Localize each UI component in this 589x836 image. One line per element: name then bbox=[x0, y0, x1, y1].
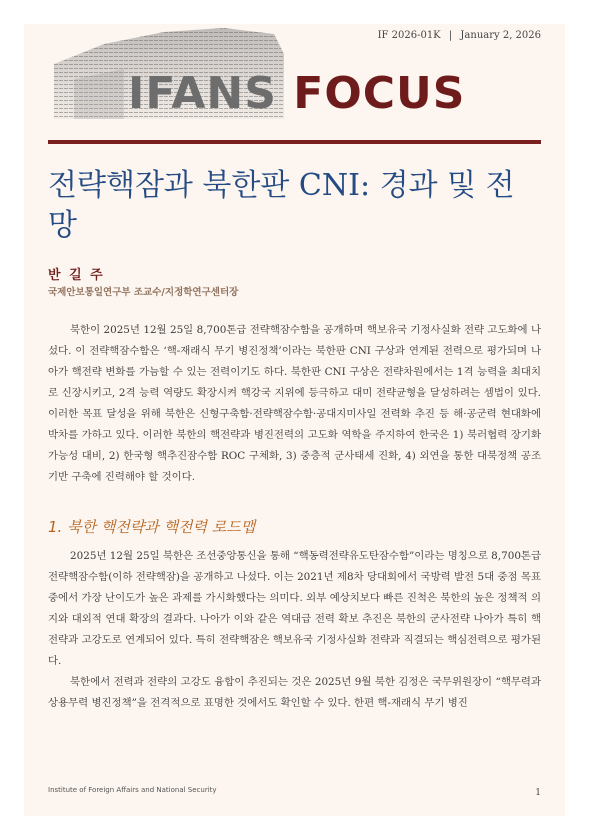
header-divider bbox=[48, 140, 541, 144]
document-meta bbox=[378, 30, 541, 41]
doc-date: January 2, 2026 bbox=[460, 30, 541, 41]
section-title: 북한 핵전략과 핵전력 로드맵 bbox=[67, 518, 256, 536]
section-body bbox=[48, 546, 541, 714]
meta-separator: | bbox=[448, 30, 453, 41]
author-name: 반 길 주 bbox=[48, 268, 105, 283]
document-title: 전략핵잠과 북한판 CNI: 경과 및 전망 bbox=[48, 168, 515, 243]
doc-id: IF 2026-01K bbox=[377, 30, 441, 41]
section-heading bbox=[48, 516, 255, 537]
ifans-focus-logo bbox=[128, 68, 465, 119]
body-paragraph: 2025년 12월 25일 북한은 조선중앙통신을 통해 “핵동력전략유도탄잠수함”이라는 명칭으로 8,700톤급 전략핵잠수함(이하 전략핵잠)을 공개하고 나섰다. 이는 2021년 제8차 당대회에서 국방력 발전 5대 중점 목표 중에서 가장 난이도가 높은 과제를 가시화했다는 의미다. 외부 예상치보다 빠른 진척은 북한의 높은 정책적 의지와 대외적 연대 확장의 결과다. 나아가 이와 같은 역대급 전력 확보 추진은 북한의 군사전략 나아가 특히 핵전략과 고강도로 연계되어 있다. 특히 전략핵잠은 핵보유국 기정사실화 전략과 직결되는 핵심전력으로 평가된다. bbox=[48, 550, 541, 667]
document-page bbox=[24, 24, 565, 816]
logo-ifans: IFANS bbox=[128, 68, 277, 119]
abstract-paragraph: 북한이 2025년 12월 25일 8,700톤급 전략핵잠수함을 공개하며 핵보유국 기정사실화 전략 고도화에 나섰다. 이 전략핵잠수함은 ‘핵-재래식 무기 병진정책’이라는 북한판 CNI 구상과 연계된 전력으로 평가되며 나아가 핵전략 변화를 가늠할 수 있는 전력이기도 하다. 북한판 CNI 구상은 전략차원에서는 1격 능력을 최대치로 신장시키고, 2격 능력 역량도 확장시켜 핵강국 지위에 등극하고 대미 전략균형을 달성하려는 셈법이 있다. 이러한 목표 달성을 위해 북한은 신형구축함·전략핵잠수함·공대지미사일 전력화 추진 등 해·공군력 현대화에 박차를 가하고 있다. 이러한 북한의 핵전략과 병진전력의 고도화 역학을 주지하여 한국은 1) 북러협력 장기화 가능성 대비, 2) 한국형 핵추진잠수함 ROC 구체화, 3) 중층적 군사태세 진화, 4) 외연을 통한 대북정책 공조 기반 구축에 진력해야 할 것이다. bbox=[48, 324, 541, 483]
section-number: 1. bbox=[48, 518, 63, 536]
footer-institute: Institute of Foreign Affairs and National Security bbox=[48, 786, 217, 794]
page-number: 1 bbox=[535, 788, 541, 798]
logo-focus: FOCUS bbox=[293, 68, 466, 119]
body-paragraph: 북한에서 전력과 전략의 고강도 융합이 추진되는 것은 2025년 9월 북한 김정은 국무위원장이 “핵무력과 상용무력 병진정책”을 전격적으로 표명한 것에서도 확인할 수 있다. 한편 핵-재래식 무기 병진 bbox=[48, 676, 541, 709]
author-affiliation: 국제안보통일연구부 조교수/지정학연구센터장 bbox=[48, 287, 239, 298]
